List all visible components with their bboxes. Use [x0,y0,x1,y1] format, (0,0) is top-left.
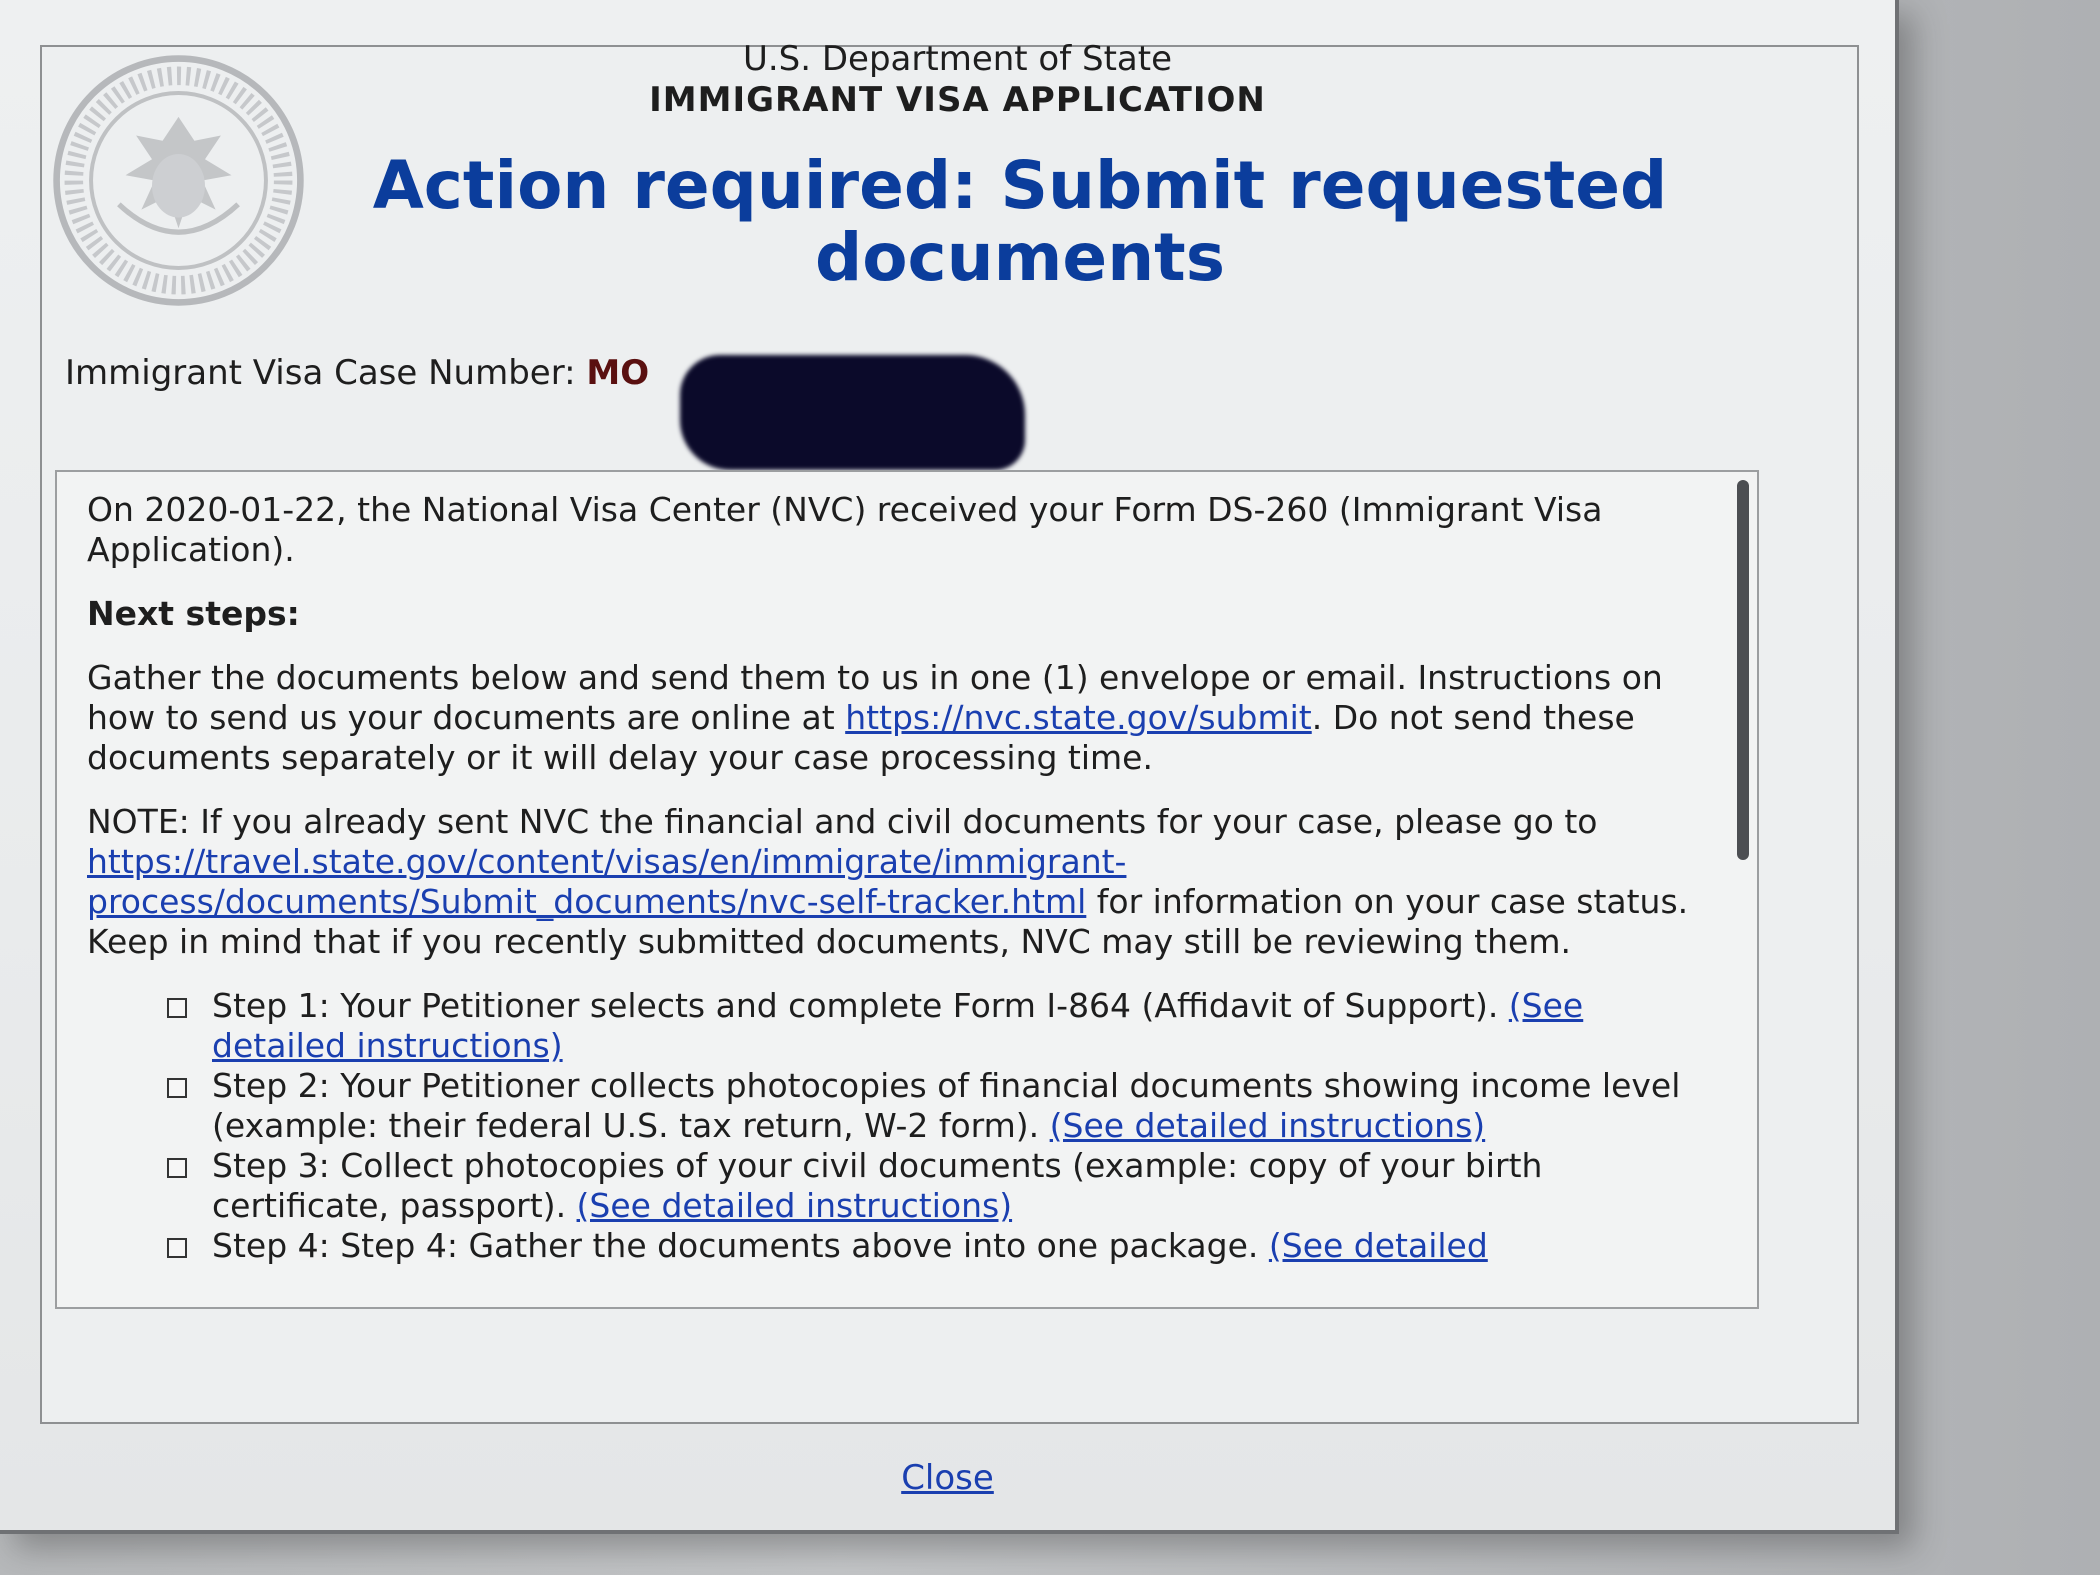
step-4-instructions-link[interactable]: (See detailed [1268,1226,1488,1265]
checkbox-icon[interactable] [167,1158,187,1178]
case-number-row [65,353,649,393]
case-number-label: Immigrant Visa Case Number: [65,353,576,393]
note-text-after: for information on your case status. Keep in mind that if you recently submitted documents, NVC may still be reviewing them. [87,882,1689,961]
step-1-instructions-link[interactable]: (See detailed instructions) [212,986,1584,1065]
gather-paragraph [87,658,1707,778]
list-item [167,1066,1707,1146]
list-item [167,1226,1707,1266]
submit-link[interactable]: https://nvc.state.gov/submit [845,698,1312,737]
department-name: U.S. Department of State [742,39,1173,79]
close-button[interactable]: Close [901,1458,994,1498]
step-text: Step 1: Your Petitioner selects and complete Form I-864 (Affidavit of Support). [212,986,1509,1025]
steps-list [87,986,1707,1266]
message-panel[interactable] [55,470,1759,1309]
page-header [420,38,1495,120]
next-steps-heading: Next steps: [87,594,300,633]
close-link-row [0,1458,1895,1498]
note-paragraph [87,802,1707,962]
checkbox-icon[interactable] [167,998,187,1018]
redaction-mark [680,355,1025,470]
checkbox-icon[interactable] [167,1238,187,1258]
gather-text-after: . Do not send these documents separately or it will delay your case processing time. [87,698,1635,777]
received-paragraph: On 2020-01-22, the National Visa Center (NVC) received your Form DS-260 (Immigrant Visa Application). [87,490,1603,569]
step-text: Step 3: Collect photocopies of your civil documents (example: copy of your birth certificate, passport). [212,1146,1543,1225]
action-required-title: Action required: Submit requested documents [372,147,1668,296]
step-text: Step 2: Your Petitioner collects photocopies of financial documents showing income level (example: their federal U.S. tax return, W-2 form). [212,1066,1681,1145]
case-number-value: MO [586,353,650,393]
step-2-instructions-link[interactable]: (See detailed instructions) [1049,1106,1486,1145]
application-title: IMMIGRANT VISA APPLICATION [649,80,1266,120]
list-item [167,986,1707,1066]
step-text: Step 4: Step 4: Gather the documents above into one package. [212,1226,1269,1265]
list-item [167,1146,1707,1226]
scrollbar-thumb[interactable] [1737,480,1749,860]
checkbox-icon[interactable] [167,1078,187,1098]
step-3-instructions-link[interactable]: (See detailed instructions) [576,1186,1013,1225]
self-tracker-link[interactable]: https://travel.state.gov/content/visas/en/immigrate/immigrant-process/documents/Submit_documents/nvc-self-tracker.html [87,842,1127,921]
note-text-before: NOTE: If you already sent NVC the financial and civil documents for your case, please go to [87,802,1598,841]
gather-text-before: Gather the documents below and send them to us in one (1) envelope or email. Instructions on how to send us your documents are online at [87,658,1663,737]
department-of-state-seal-icon [46,48,311,313]
message-content [87,490,1707,1266]
